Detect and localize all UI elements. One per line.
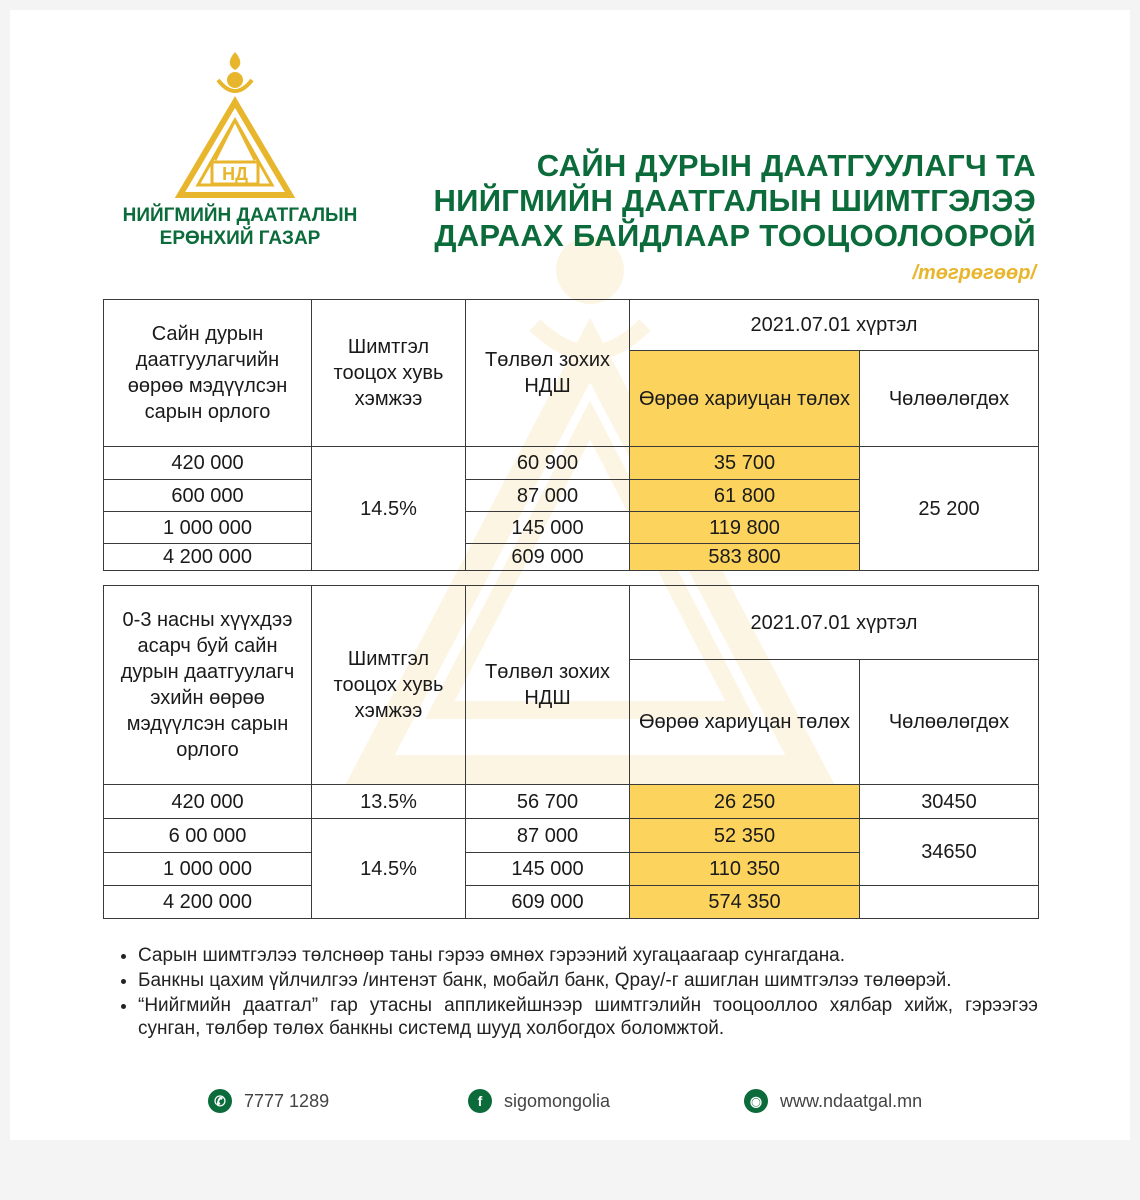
cell-total: 145 000 [466, 512, 630, 544]
header-period: 2021.07.01 хүртэл [630, 300, 1039, 351]
organization-name [100, 204, 380, 250]
header-period: 2021.07.01 хүртэл [630, 586, 1039, 660]
cell-income: 420 000 [104, 447, 312, 480]
cell-self-pay: 574 350 [630, 886, 860, 919]
contact-phone[interactable] [208, 1089, 329, 1113]
phone-number: 7777 1289 [244, 1090, 330, 1111]
header-rate: Шимтгэл тооцох хувь хэмжээ [312, 586, 466, 785]
cell-exempt: 34650 [860, 819, 1039, 886]
cell-self-pay: 119 800 [630, 512, 860, 544]
facebook-icon: f [468, 1089, 492, 1113]
cell-rate: 13.5% [312, 785, 466, 819]
header-income: 0-3 насны хүүхдээ асарч буй сайн дурын даатгуулагч эхийн өөрөө мэдүүлсэн сарын орлого [104, 586, 312, 785]
cell-self-pay: 26 250 [630, 785, 860, 819]
notes [118, 944, 1038, 1042]
header-self-pay: Өөрөө хариуцан төлөх [630, 660, 860, 785]
headline-line1: САЙН ДУРЫН ДААТГУУЛАГЧ ТА [536, 148, 1036, 183]
cell-income: 4 200 000 [104, 886, 312, 919]
contacts-bar [0, 1089, 1140, 1119]
cell-rate: 14.5% [312, 819, 466, 919]
table-row [104, 785, 1039, 819]
cell-income: 4 200 000 [104, 544, 312, 571]
header-exempt: Чөлөөлөгдөх [860, 351, 1039, 447]
cell-self-pay: 52 350 [630, 819, 860, 853]
note-item: • “Нийгмийн даатгал” гар утасны аппликейшнээр шимтгэлийн тооцооллоо хялбар хийж, гэрээгээ сунган, төлбөр төлөх банкны системд шууд холбогдох боломжтой. [138, 994, 1038, 1040]
cell-exempt-empty [860, 886, 1039, 919]
cell-total: 87 000 [466, 819, 630, 853]
cell-self-pay: 35 700 [630, 447, 860, 480]
contact-website[interactable] [744, 1089, 922, 1113]
header-total: Төлвөл зохих НДШ [466, 300, 630, 447]
cell-self-pay: 583 800 [630, 544, 860, 571]
header-income: Сайн дурын даатгуулагчийн өөрөө мэдүүлсэн сарын орлого [104, 300, 312, 447]
cell-income: 1 000 000 [104, 512, 312, 544]
cell-income: 6 00 000 [104, 819, 312, 853]
cell-total: 87 000 [466, 480, 630, 512]
cell-income: 420 000 [104, 785, 312, 819]
header-rate: Шимтгэл тооцох хувь хэмжээ [312, 300, 466, 447]
cell-income: 600 000 [104, 480, 312, 512]
facebook-handle: sigomongolia [504, 1090, 611, 1111]
table-row [104, 819, 1039, 853]
headline [433, 148, 1036, 253]
table-header-row [104, 586, 1039, 660]
phone-icon: ✆ [208, 1089, 232, 1113]
website-url: www.ndaatgal.mn [780, 1090, 923, 1111]
org-name-line1: НИЙГМИЙН ДААТГАЛЫН [122, 205, 358, 226]
header-total: Төлвөл зохих НДШ [466, 586, 630, 785]
table-header-row [104, 300, 1039, 351]
cell-total: 60 900 [466, 447, 630, 480]
cell-exempt: 25 200 [860, 447, 1039, 571]
header-self-pay: Өөрөө хариуцан төлөх [630, 351, 860, 447]
currency-note: /төгрөгөөр/ [912, 262, 1036, 284]
sigo-logo-icon [170, 50, 300, 200]
note-item: • Банкны цахим үйлчилгээ /интенэт банк, мобайл банк, Qpay/-г ашиглан шимтгэлээ төлөөрэй. [138, 969, 1038, 992]
cell-self-pay: 110 350 [630, 853, 860, 886]
headline-line3: ДАРААХ БАЙДЛААР ТООЦООЛООРОЙ [434, 218, 1036, 253]
header-exempt: Чөлөөлөгдөх [860, 660, 1039, 785]
cell-total: 56 700 [466, 785, 630, 819]
headline-line2: НИЙГМИЙН ДААТГАЛЫН ШИМТГЭЛЭЭ [433, 183, 1036, 218]
cell-self-pay: 61 800 [630, 480, 860, 512]
cell-exempt: 30450 [860, 785, 1039, 819]
org-name-line2: ЕРӨНХИЙ ГАЗАР [159, 228, 321, 249]
globe-icon: ◉ [744, 1089, 768, 1113]
cell-income: 1 000 000 [104, 853, 312, 886]
note-item: • Сарын шимтгэлээ төлснөөр таны гэрээ өмнөх гэрээний хугацаагаар сунгагдана. [138, 944, 1038, 967]
cell-rate: 14.5% [312, 447, 466, 571]
cell-total: 609 000 [466, 886, 630, 919]
table-row [104, 447, 1039, 480]
table-row [104, 886, 1039, 919]
cell-total: 145 000 [466, 853, 630, 886]
contribution-table-2 [103, 585, 1039, 919]
contact-facebook[interactable] [468, 1089, 610, 1113]
logo-letters: НД [222, 164, 248, 184]
cell-total: 609 000 [466, 544, 630, 571]
contribution-table-1 [103, 299, 1039, 571]
